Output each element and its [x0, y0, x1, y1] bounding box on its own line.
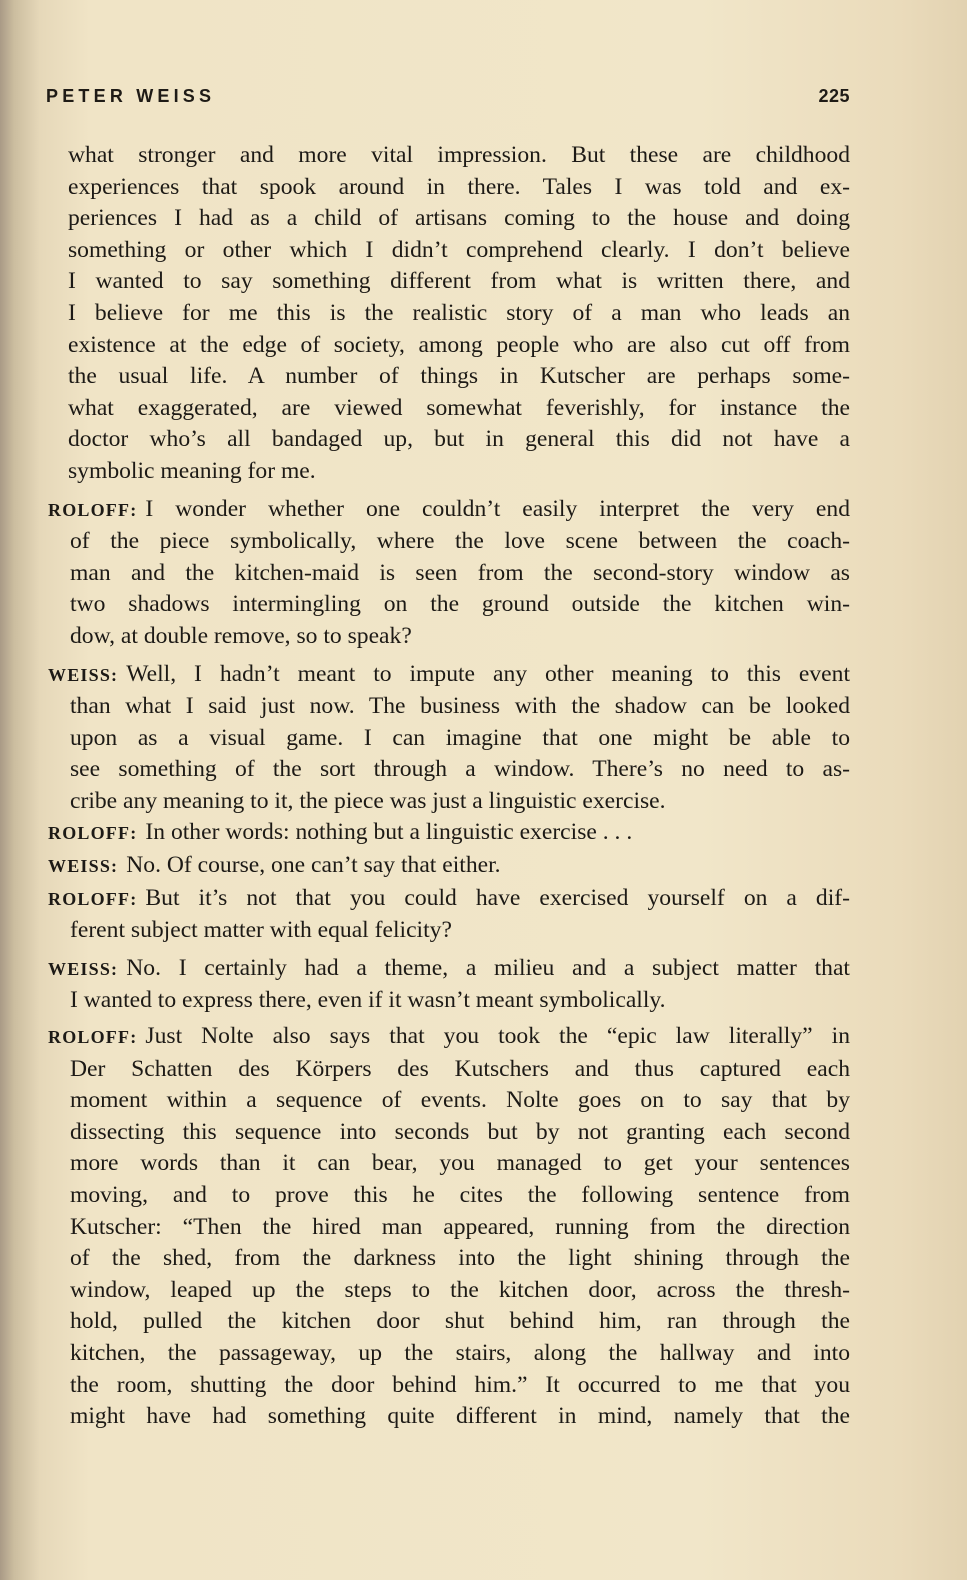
speech-roloff: [48, 817, 850, 850]
speech-text: No. Of course, one can’t say that either.: [126, 852, 501, 879]
text-line: more words than it can bear, you managed to get your sentences: [70, 1150, 850, 1177]
speech-weiss: [48, 850, 850, 883]
text-line: upon as a visual game. I can imagine that one might be able to: [70, 724, 850, 751]
text-line: I wanted to express there, even if it wasn’t meant symbolically.: [70, 987, 666, 1014]
text-line: ferent subject matter with equal felicity?: [70, 917, 452, 944]
paragraph-continuation: [48, 140, 850, 488]
speech-roloff: [48, 1021, 850, 1433]
text-line: two shadows intermingling on the ground outside the kitchen win-: [70, 591, 850, 618]
text-line: [48, 953, 850, 986]
text-line: Der Schatten des Körpers des Kutschers and thus captured each: [70, 1055, 850, 1082]
text-line: [48, 817, 850, 850]
text-line: might have had something quite different in mind, namely that the: [70, 1403, 850, 1430]
text-line: experiences that spook around in there. Tales I was told and ex-: [68, 173, 850, 200]
text-line: the room, shutting the door behind him.” It occurred to me that you: [70, 1371, 850, 1398]
speech-text: Well, I hadn’t meant to impute any other meaning to this event: [126, 660, 850, 687]
text-line: than what I said just now. The business with the shadow can be looked: [70, 693, 850, 720]
text-line: of the piece symbolically, where the love scene between the coach-: [70, 528, 850, 555]
text-line: see something of the sort through a window. There’s no need to as-: [70, 756, 850, 783]
text-line: [48, 494, 850, 527]
speech-roloff: [48, 494, 850, 653]
text-line: [48, 883, 850, 916]
speech-roloff: [48, 883, 850, 947]
text-line: I wanted to say something different from what is written there, and: [68, 268, 850, 295]
speaker-label: ROLOFF:: [48, 823, 138, 844]
text-line: cribe any meaning to it, the piece was just a linguistic exercise.: [70, 787, 666, 814]
text-line: window, leaped up the steps to the kitchen door, across the thresh-: [70, 1276, 850, 1303]
running-head-author: PETER WEISS: [46, 86, 216, 106]
text-line: something or other which I didn’t comprehend clearly. I don’t believe: [68, 236, 850, 263]
text-line: symbolic meaning for me.: [68, 457, 316, 484]
text-line: [48, 850, 850, 883]
text-line: man and the kitchen-maid is seen from the second-story window as: [70, 559, 850, 586]
text-line: moment within a sequence of events. Nolte goes on to say that by: [70, 1087, 850, 1114]
speech-text: But it’s not that you could have exercised yourself on a dif-: [145, 884, 850, 911]
speech-weiss: [48, 659, 850, 818]
text-line: dow, at double remove, so to speak?: [70, 622, 412, 649]
speech-text: I wonder whether one couldn’t easily interpret the very end: [145, 495, 850, 522]
text-line: [48, 1021, 850, 1054]
text-line: of the shed, from the darkness into the light shining through the: [70, 1245, 850, 1272]
text-line: [48, 659, 850, 692]
text-line: what stronger and more vital impression. But these are childhood: [68, 142, 850, 168]
page-number: 225: [818, 86, 850, 106]
speech-text: In other words: nothing but a linguistic exercise . . .: [145, 819, 633, 846]
speech-text: Just Nolte also says that you took the “epic law literally” in: [145, 1023, 850, 1050]
text-line: I believe for me this is the realistic story of a man who leads an: [68, 299, 850, 326]
text-line: dissecting this sequence into seconds but by not granting each second: [70, 1118, 850, 1145]
running-head: [46, 86, 850, 110]
text-line: kitchen, the passageway, up the stairs, along the hallway and into: [70, 1339, 850, 1366]
text-line: existence at the edge of society, among people who are also cut off from: [68, 331, 850, 358]
text-line: periences I had as a child of artisans coming to the house and doing: [68, 205, 850, 232]
speaker-label: ROLOFF:: [48, 888, 138, 909]
text-line: the usual life. A number of things in Kutscher are perhaps some-: [68, 363, 850, 390]
body-text: [48, 140, 850, 1433]
speaker-label: WEISS:: [48, 664, 119, 685]
text-line: what exaggerated, are viewed somewhat feverishly, for instance the: [68, 394, 850, 421]
text-line: hold, pulled the kitchen door shut behind him, ran through the: [70, 1308, 850, 1335]
speaker-label: WEISS:: [48, 856, 119, 877]
text-line: Kutscher: “Then the hired man appeared, running from the direction: [70, 1213, 850, 1240]
speaker-label: ROLOFF:: [48, 499, 138, 520]
speaker-label: WEISS:: [48, 958, 119, 979]
speech-weiss: [48, 953, 850, 1017]
text-line: moving, and to prove this he cites the following sentence from: [70, 1182, 850, 1208]
speech-text: No. I certainly had a theme, a milieu and a subject matter that: [126, 954, 850, 981]
text-line: doctor who’s all bandaged up, but in general this did not have a: [68, 426, 850, 453]
speaker-label: ROLOFF:: [48, 1027, 138, 1048]
